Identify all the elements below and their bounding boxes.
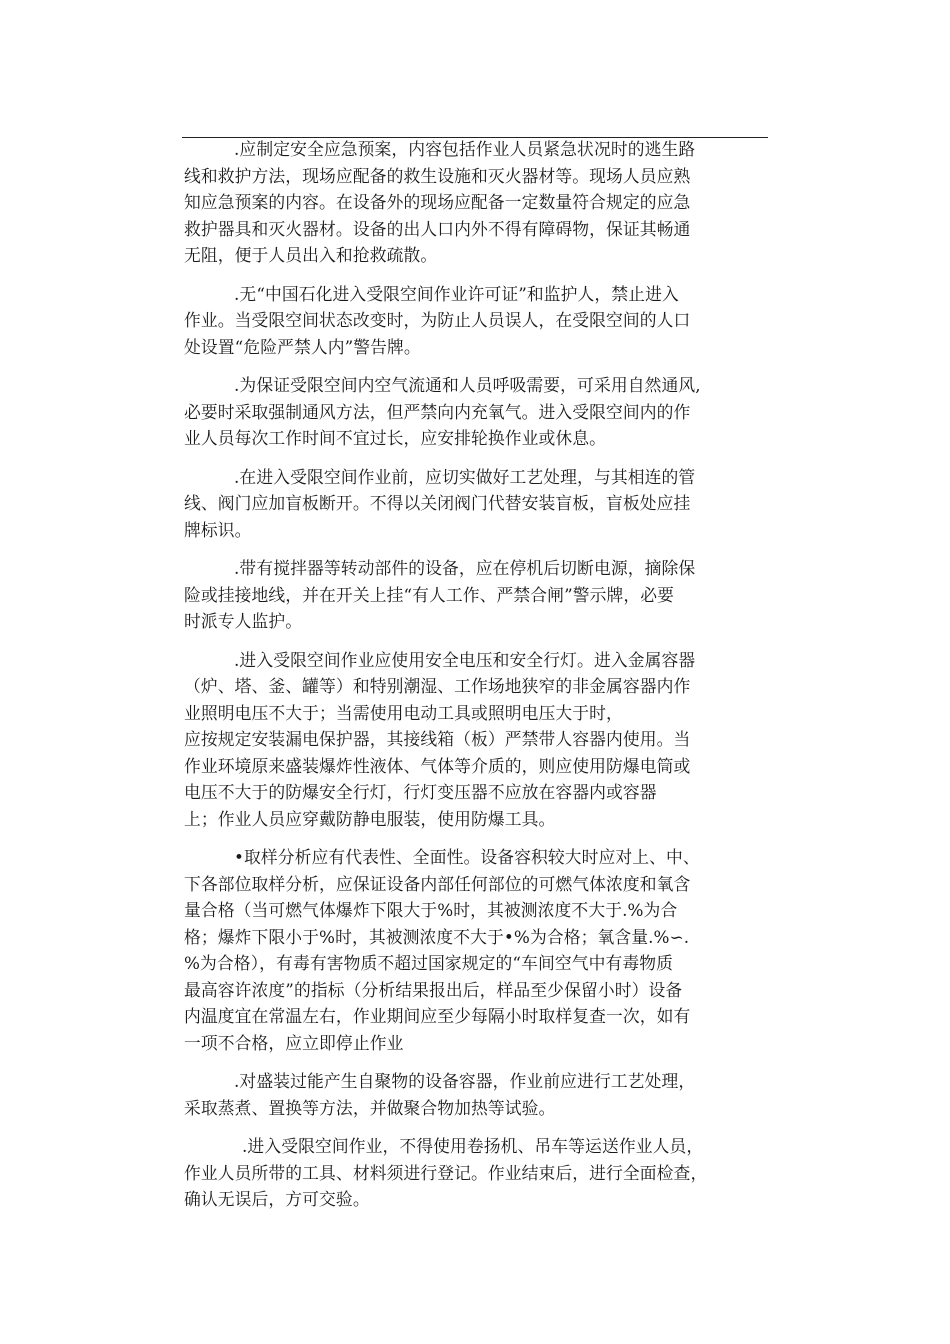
text-line: 一项不合格，应立即停止作业 — [184, 1032, 404, 1053]
text-line: 应按规定安装漏电保护器，其接线箱（板）严禁带人容器内使用。当 — [184, 729, 691, 749]
text-line: .为保证受限空间内空气流通和人员呼吸需要，可采用自然通风, — [234, 375, 701, 395]
paragraph — [184, 136, 766, 269]
text-line: 下各部位取样分析，应保证设备内部任何部位的可燃气体浓度和氧含 — [184, 873, 691, 894]
text-line: 业照明电压不大于；当需使用电动工具或照明电压大于时， — [184, 702, 623, 723]
text-line: .应制定安全应急预案，内容包括作业人员紧急状况时的逃生路 — [234, 139, 696, 159]
text-line: 量合格（当可燃气体爆炸下限大于%时，其被测浓度不大于.%为合 — [184, 900, 678, 920]
text-line: 确认无误后，方可交验。 — [184, 1189, 370, 1209]
paragraph — [184, 555, 766, 635]
text-line: 采取蒸煮、置换等方法，并做聚合物加热等试验。 — [184, 1097, 556, 1118]
paragraph — [184, 281, 766, 361]
paragraph — [184, 844, 766, 1056]
text-line: 救护器具和灭火器材。设备的出人口内外不得有障碍物，保证其畅通 — [184, 218, 691, 239]
paragraph — [184, 1068, 766, 1121]
text-line: .在进入受限空间作业前，应切实做好工艺处理，与其相连的管 — [234, 466, 696, 487]
text-line: 无阻，便于人员出入和抢救疏散。 — [184, 245, 438, 265]
text-line: 牌标识。 — [184, 519, 252, 540]
text-line: 上；作业人员应穿戴防静电服装，使用防爆工具。 — [184, 808, 556, 829]
text-line: 内温度宜在常温左右，作业期间应至少每隔小时取样复查一次，如有 — [184, 1006, 691, 1026]
text-line: 险或挂接地线，并在开关上挂“有人工作、严禁合闸”警示牌，必要 — [184, 584, 675, 605]
text-line: •取样分析应有代表性、全面性。设备容积较大时应对上、中、 — [234, 847, 700, 867]
text-line: .对盛装过能产生自聚物的设备容器，作业前应进行工艺处理， — [234, 1071, 696, 1091]
text-line: %为合格），有毒有害物质不超过国家规定的“车间空气中有毒物质 — [184, 953, 674, 973]
text-line: 线、阀门应加盲板断开。不得以关闭阀门代替安装盲板，盲板处应挂 — [184, 493, 691, 513]
text-line: 作业人员所带的工具、材料须进行登记。作业结束后，进行全面检查， — [184, 1162, 708, 1183]
text-line: （炉、塔、釜、罐等）和特别潮湿、工作场地狭窄的非金属容器内作 — [184, 676, 691, 696]
text-line: .进入受限空间作业应使用安全电压和安全行灯。进入金属容器 — [234, 649, 696, 670]
text-line: 必要时采取强制通风方法，但严禁向内充氧气。进入受限空间内的作 — [184, 401, 691, 422]
text-line: .带有搅拌器等转动部件的设备，应在停机后切断电源，摘除保 — [234, 558, 696, 578]
text-line: 时派专人监护。 — [184, 611, 303, 631]
text-line: 作业。当受限空间状态改变时，为防止人员误人，在受限空间的人口 — [184, 310, 691, 330]
text-line: 线和救护方法，现场应配备的救生设施和灭火器材等。现场人员应熟 — [184, 165, 691, 186]
text-line: 电压不大于的防爆安全行灯，行灯变压器不应放在容器内或容器 — [184, 782, 657, 802]
paragraph — [184, 647, 766, 833]
text-line: .进入受限空间作业，不得使用卷扬机、吊车等运送作业人员， — [242, 1136, 704, 1156]
text-line: 处设置“危险严禁人内”警告牌。 — [184, 336, 421, 357]
paragraph — [184, 1133, 766, 1213]
text-line: .无“中国石化进入受限空间作业许可证”和监护人，禁止进入 — [234, 283, 679, 304]
text-line: 格；爆炸下限小于%时，其被测浓度不大于•%为合格；氧含量.%∽. — [184, 926, 690, 947]
paragraph — [184, 464, 766, 544]
document-body — [184, 136, 766, 1225]
text-line: 最高容许浓度”的指标（分析结果报出后，样品至少保留小时）设备 — [184, 979, 683, 1000]
text-line: 知应急预案的内容。在设备外的现场应配备一定数量符合规定的应急 — [184, 192, 691, 212]
text-line: 作业环境原来盛装爆炸性液体、气体等介质的，则应使用防爆电筒或 — [184, 755, 691, 776]
text-line: 业人员每次工作时间不宜过长，应安排轮换作业或休息。 — [184, 428, 607, 448]
paragraph — [184, 372, 766, 452]
